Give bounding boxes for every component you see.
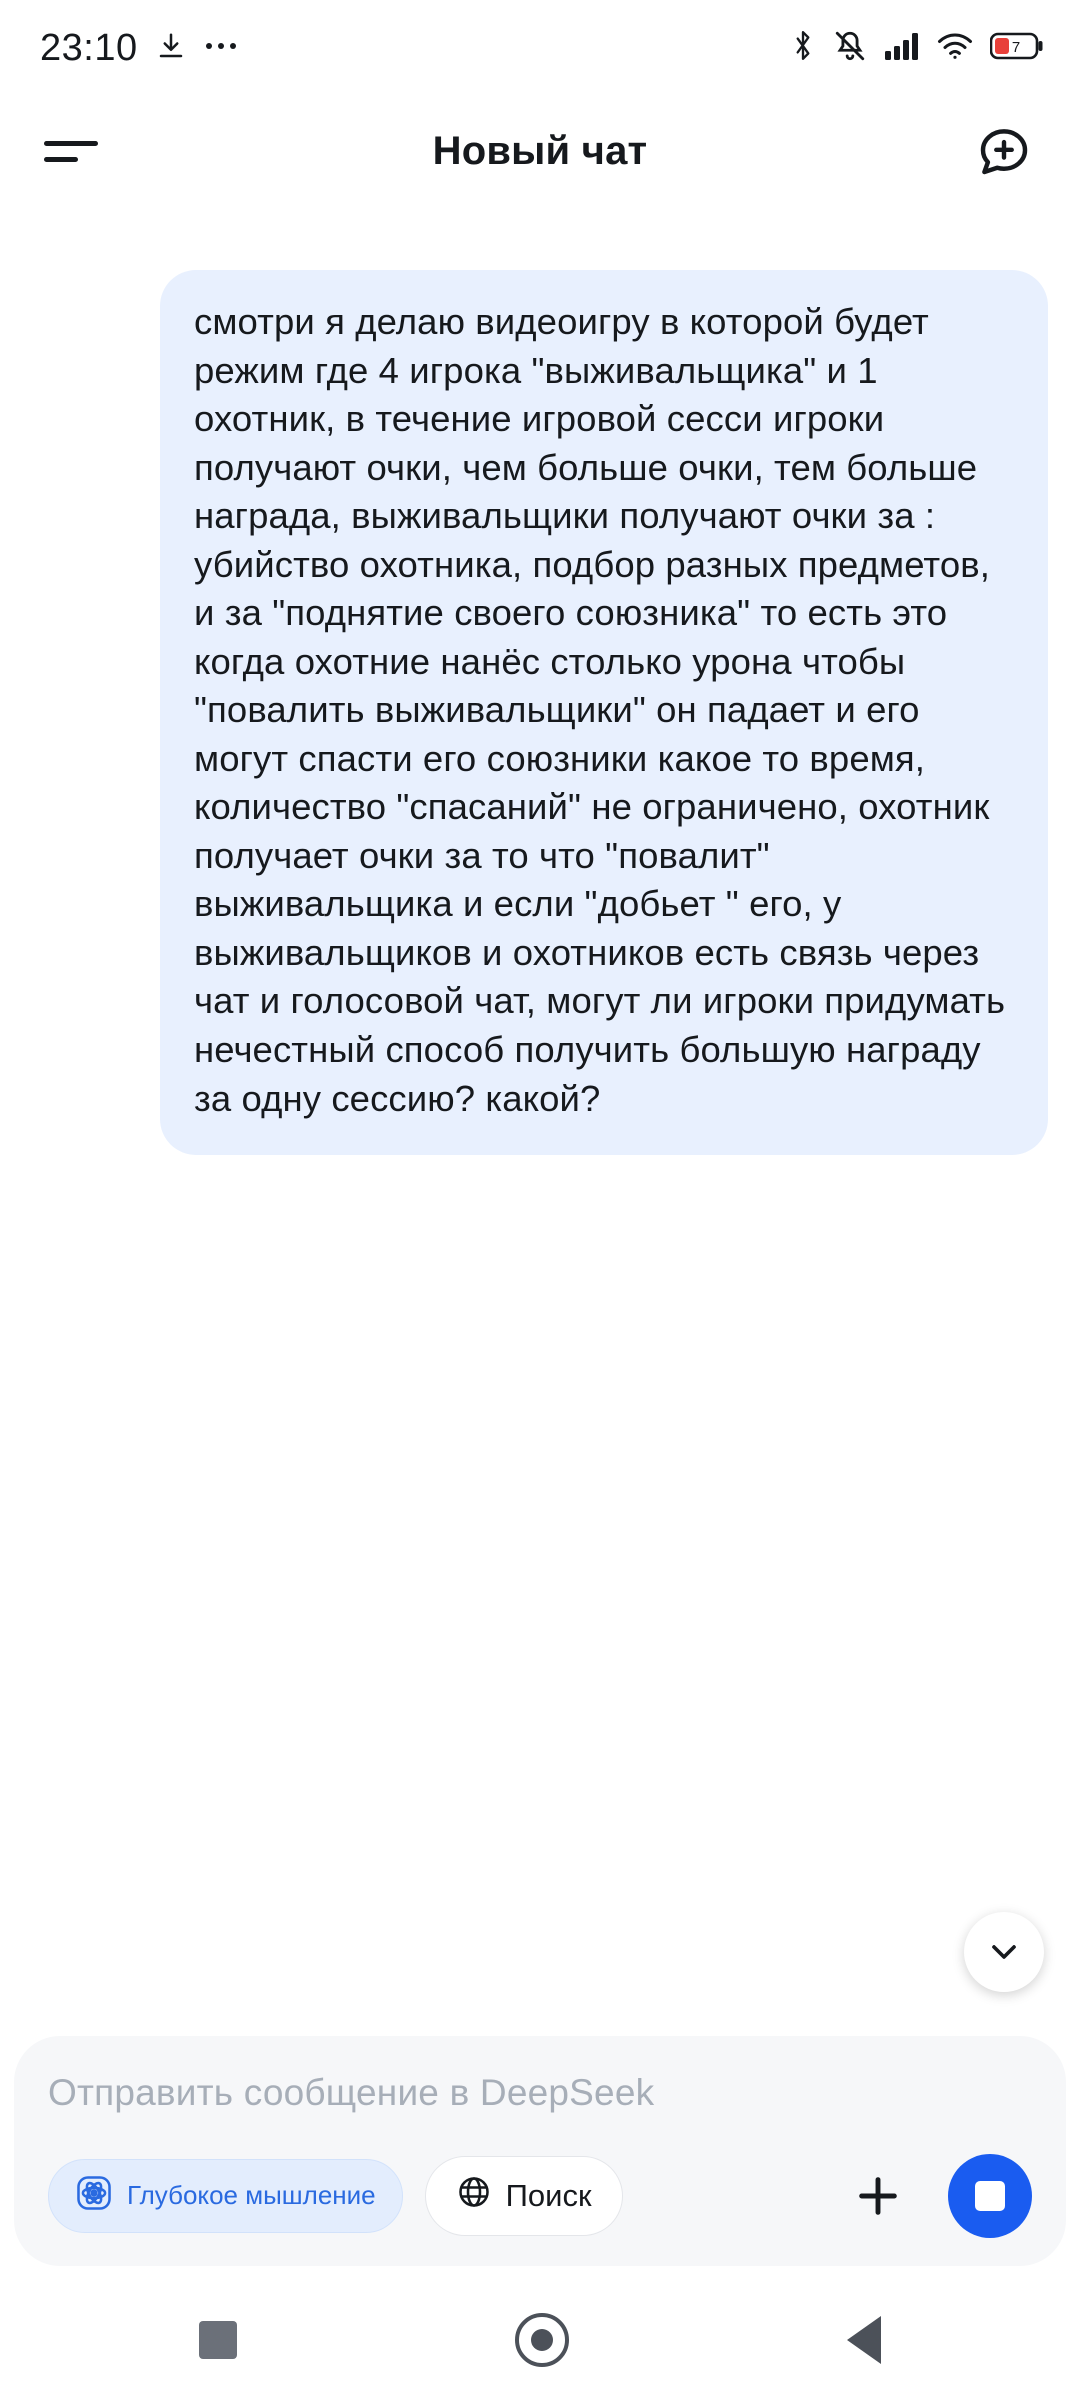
download-icon	[156, 31, 186, 66]
wifi-icon	[937, 32, 973, 65]
bluetooth-icon	[790, 29, 816, 68]
message-input[interactable]: Отправить сообщение в DeepSeek	[48, 2072, 655, 2113]
battery-icon	[990, 31, 1044, 66]
globe-icon	[456, 2174, 492, 2218]
system-navigation-bar	[0, 2280, 1080, 2400]
menu-icon[interactable]	[44, 119, 108, 183]
atom-icon	[75, 2174, 113, 2218]
composer	[14, 2036, 1066, 2266]
page-title: Новый чат	[432, 128, 648, 173]
plus-icon	[850, 2168, 906, 2224]
nav-back-button[interactable]	[847, 2316, 881, 2364]
scroll-to-bottom-button[interactable]	[964, 1912, 1044, 1992]
vibrate-off-icon	[833, 29, 867, 68]
composer-actions	[48, 2154, 1032, 2238]
stop-generation-button[interactable]	[948, 2154, 1032, 2238]
nav-home-button[interactable]	[515, 2313, 569, 2367]
search-chip[interactable]	[425, 2156, 623, 2236]
chevron-down-icon	[984, 1932, 1024, 1972]
more-dots-icon	[204, 39, 238, 57]
user-message-bubble: смотри я делаю видеоигру в которой будет режим где 4 игрока "выживальщика" и 1 охотник, в течение игровой сесси игроки получают очки, чем больше очки, тем больше награда, выживальщики получают очки за : убийство охотника, подбор разных предметов, и за "поднятие своего союзника" то есть это когда охотние нанёс столько урона чтобы "повалить выживальщики" он падает и его могут спасти его союзники какое то время, количество "спасаний" не ограничено, охотник получает очки за то что "повалит" выживальщика и если "добьет " его, у выживальщиков и охотников есть связь через чат и голосовой чат, могут ли игроки придумать нечестный способ получить большую награду за одну сессию? какой?	[160, 270, 1048, 1155]
stop-square-icon	[975, 2181, 1005, 2211]
status-clock: 23:10	[40, 26, 138, 69]
app-header	[0, 96, 1080, 206]
svg-text:7: 7	[1011, 38, 1021, 56]
status-bar-left	[40, 27, 238, 70]
signal-icon	[884, 31, 920, 66]
status-bar	[0, 0, 1080, 96]
attach-button[interactable]	[842, 2160, 914, 2232]
deep-thinking-chip[interactable]	[48, 2159, 403, 2233]
nav-recents-button[interactable]	[199, 2321, 237, 2359]
message-row-user	[32, 270, 1048, 1155]
status-bar-right	[790, 29, 1044, 68]
search-chip-label: Поиск	[505, 2177, 592, 2213]
new-chat-icon[interactable]	[972, 119, 1036, 183]
deep-thinking-label: Глубокое мышление	[127, 2180, 376, 2211]
